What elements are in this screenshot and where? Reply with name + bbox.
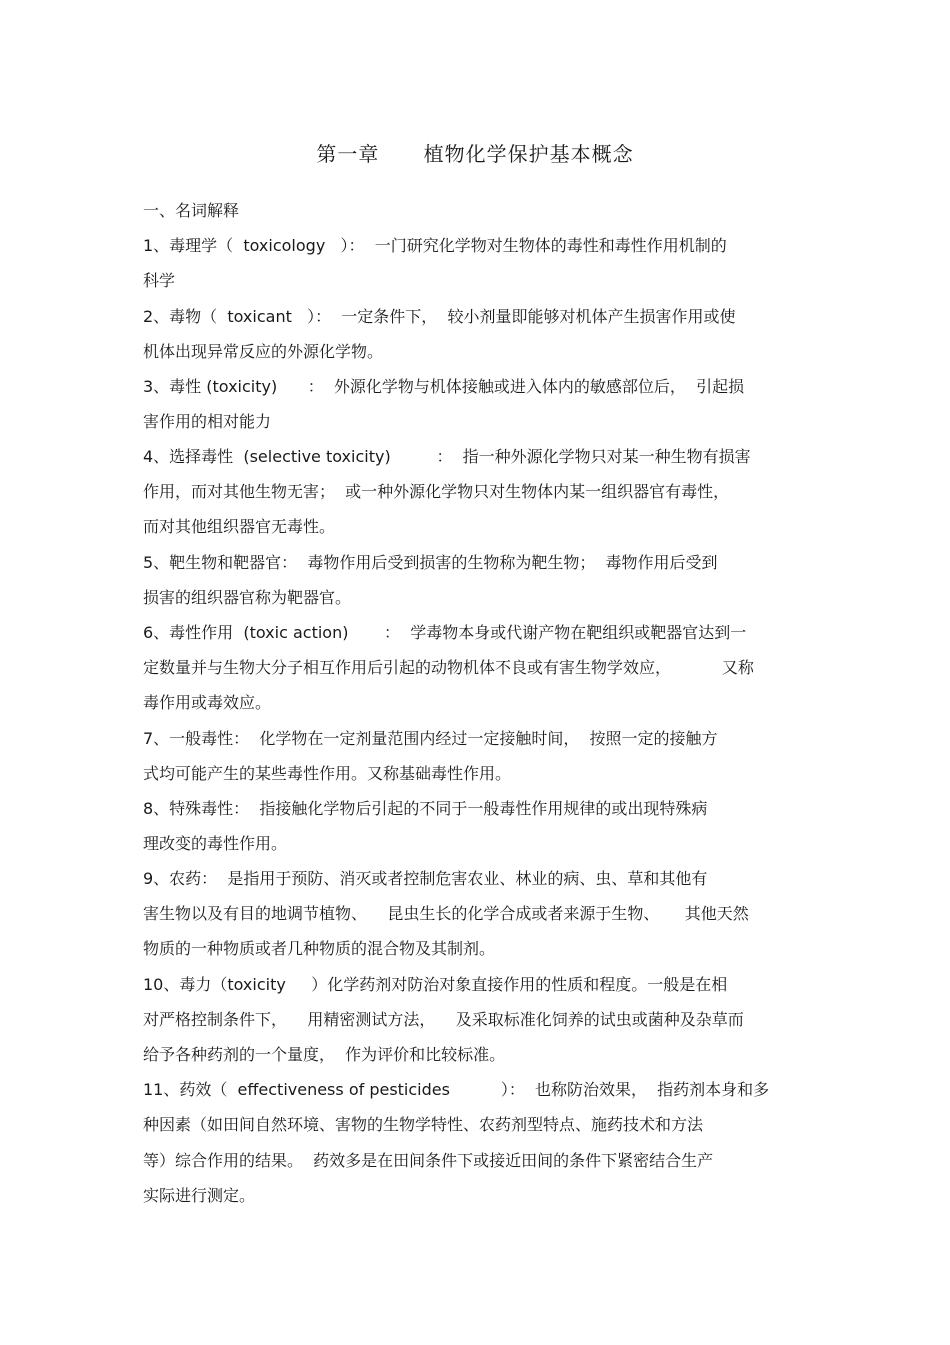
term-8-line-1: 8、特殊毒性： 指接触化学物后引起的不同于一般毒性作用规律的或出现特殊病 <box>143 799 708 818</box>
term-2-line-2: 机体出现异常反应的外源化学物。 <box>143 342 384 361</box>
term-6-line-3: 毒作用或毒效应。 <box>143 693 272 712</box>
term-9-line-3: 物质的一种物质或者几种物质的混合物及其制剂。 <box>143 939 496 958</box>
term-7-line-1: 7、一般毒性： 化学物在一定剂量范围内经过一定接触时间， 按照一定的接触方 <box>143 729 718 748</box>
term-5-line-2: 损害的组织器官称为靶器官。 <box>143 588 352 607</box>
term-5-line-1: 5、靶生物和靶器官： 毒物作用后受到损害的生物称为靶生物； 毒物作用后受到 <box>143 553 718 572</box>
term-3-line-2: 害作用的相对能力 <box>143 412 272 431</box>
term-11-line-3: 等）综合作用的结果。 药效多是在田间条件下或接近田间的条件下紧密结合生产 <box>143 1151 714 1170</box>
term-11-line-2: 种因素（如田间自然环境、害物的生物学特性、农药剂型特点、施药技术和方法 <box>143 1115 704 1134</box>
term-8-line-2: 理改变的毒性作用。 <box>143 834 288 853</box>
term-10-line-2: 对严格控制条件下， 用精密测试方法， 及采取标准化饲养的试虫或菌种及杂草而 <box>143 1010 744 1029</box>
term-6-line-2: 定数量并与生物大分子相互作用后引起的动物机体不良或有害生物学效应， 又称 <box>143 658 754 677</box>
term-11-line-4: 实际进行测定。 <box>143 1186 256 1205</box>
term-11-line-1: 11、药效（ effectiveness of pesticides ）： 也称防治效果， 指药剂本身和多 <box>143 1080 770 1099</box>
term-7-line-2: 式均可能产生的某些毒性作用。又称基础毒性作用。 <box>143 764 512 783</box>
term-4-line-2: 作用，而对其他生物无害； 或一种外源化学物只对生物体内某一组织器官有毒性， <box>143 482 730 501</box>
term-3-line-1: 3、毒性 (toxicity) ： 外源化学物与机体接触或进入体内的敏感部位后， 引起损 <box>143 377 745 396</box>
section-heading: 一、名词解释 <box>143 201 240 220</box>
term-1-line-1: 1、毒理学（ toxicology ）： 一门研究化学物对生物体的毒性和毒性作用机制的 <box>143 236 727 255</box>
term-9-line-1: 9、农药： 是指用于预防、消灭或者控制危害农业、林业的病、虫、草和其他有 <box>143 869 708 888</box>
term-2-line-1: 2、毒物（ toxicant ）： 一定条件下， 较小剂量即能够对机体产生损害作用或使 <box>143 307 736 326</box>
term-10-line-3: 给予各种药剂的一个量度， 作为评价和比较标准。 <box>143 1045 506 1064</box>
term-9-line-2: 害生物以及有目的地调节植物、 昆虫生长的化学合成或者来源于生物、 其他天然 <box>143 904 749 923</box>
term-4-line-3: 而对其他组织器官无毒性。 <box>143 517 336 536</box>
term-6-line-1: 6、毒性作用 (toxic action) ： 学毒物本身或代谢产物在靶组织或靶器官达到一 <box>143 623 747 642</box>
term-4-line-1: 4、选择毒性 (selective toxicity) ： 指一种外源化学物只对某一种生物有损害 <box>143 447 751 466</box>
term-1-line-2: 科学 <box>143 271 176 290</box>
chapter-title: 第一章 植物化学保护基本概念 <box>316 142 634 166</box>
term-10-line-1: 10、毒力（toxicity ）化学药剂对防治对象直接作用的性质和程度。一般是在相 <box>143 975 728 994</box>
